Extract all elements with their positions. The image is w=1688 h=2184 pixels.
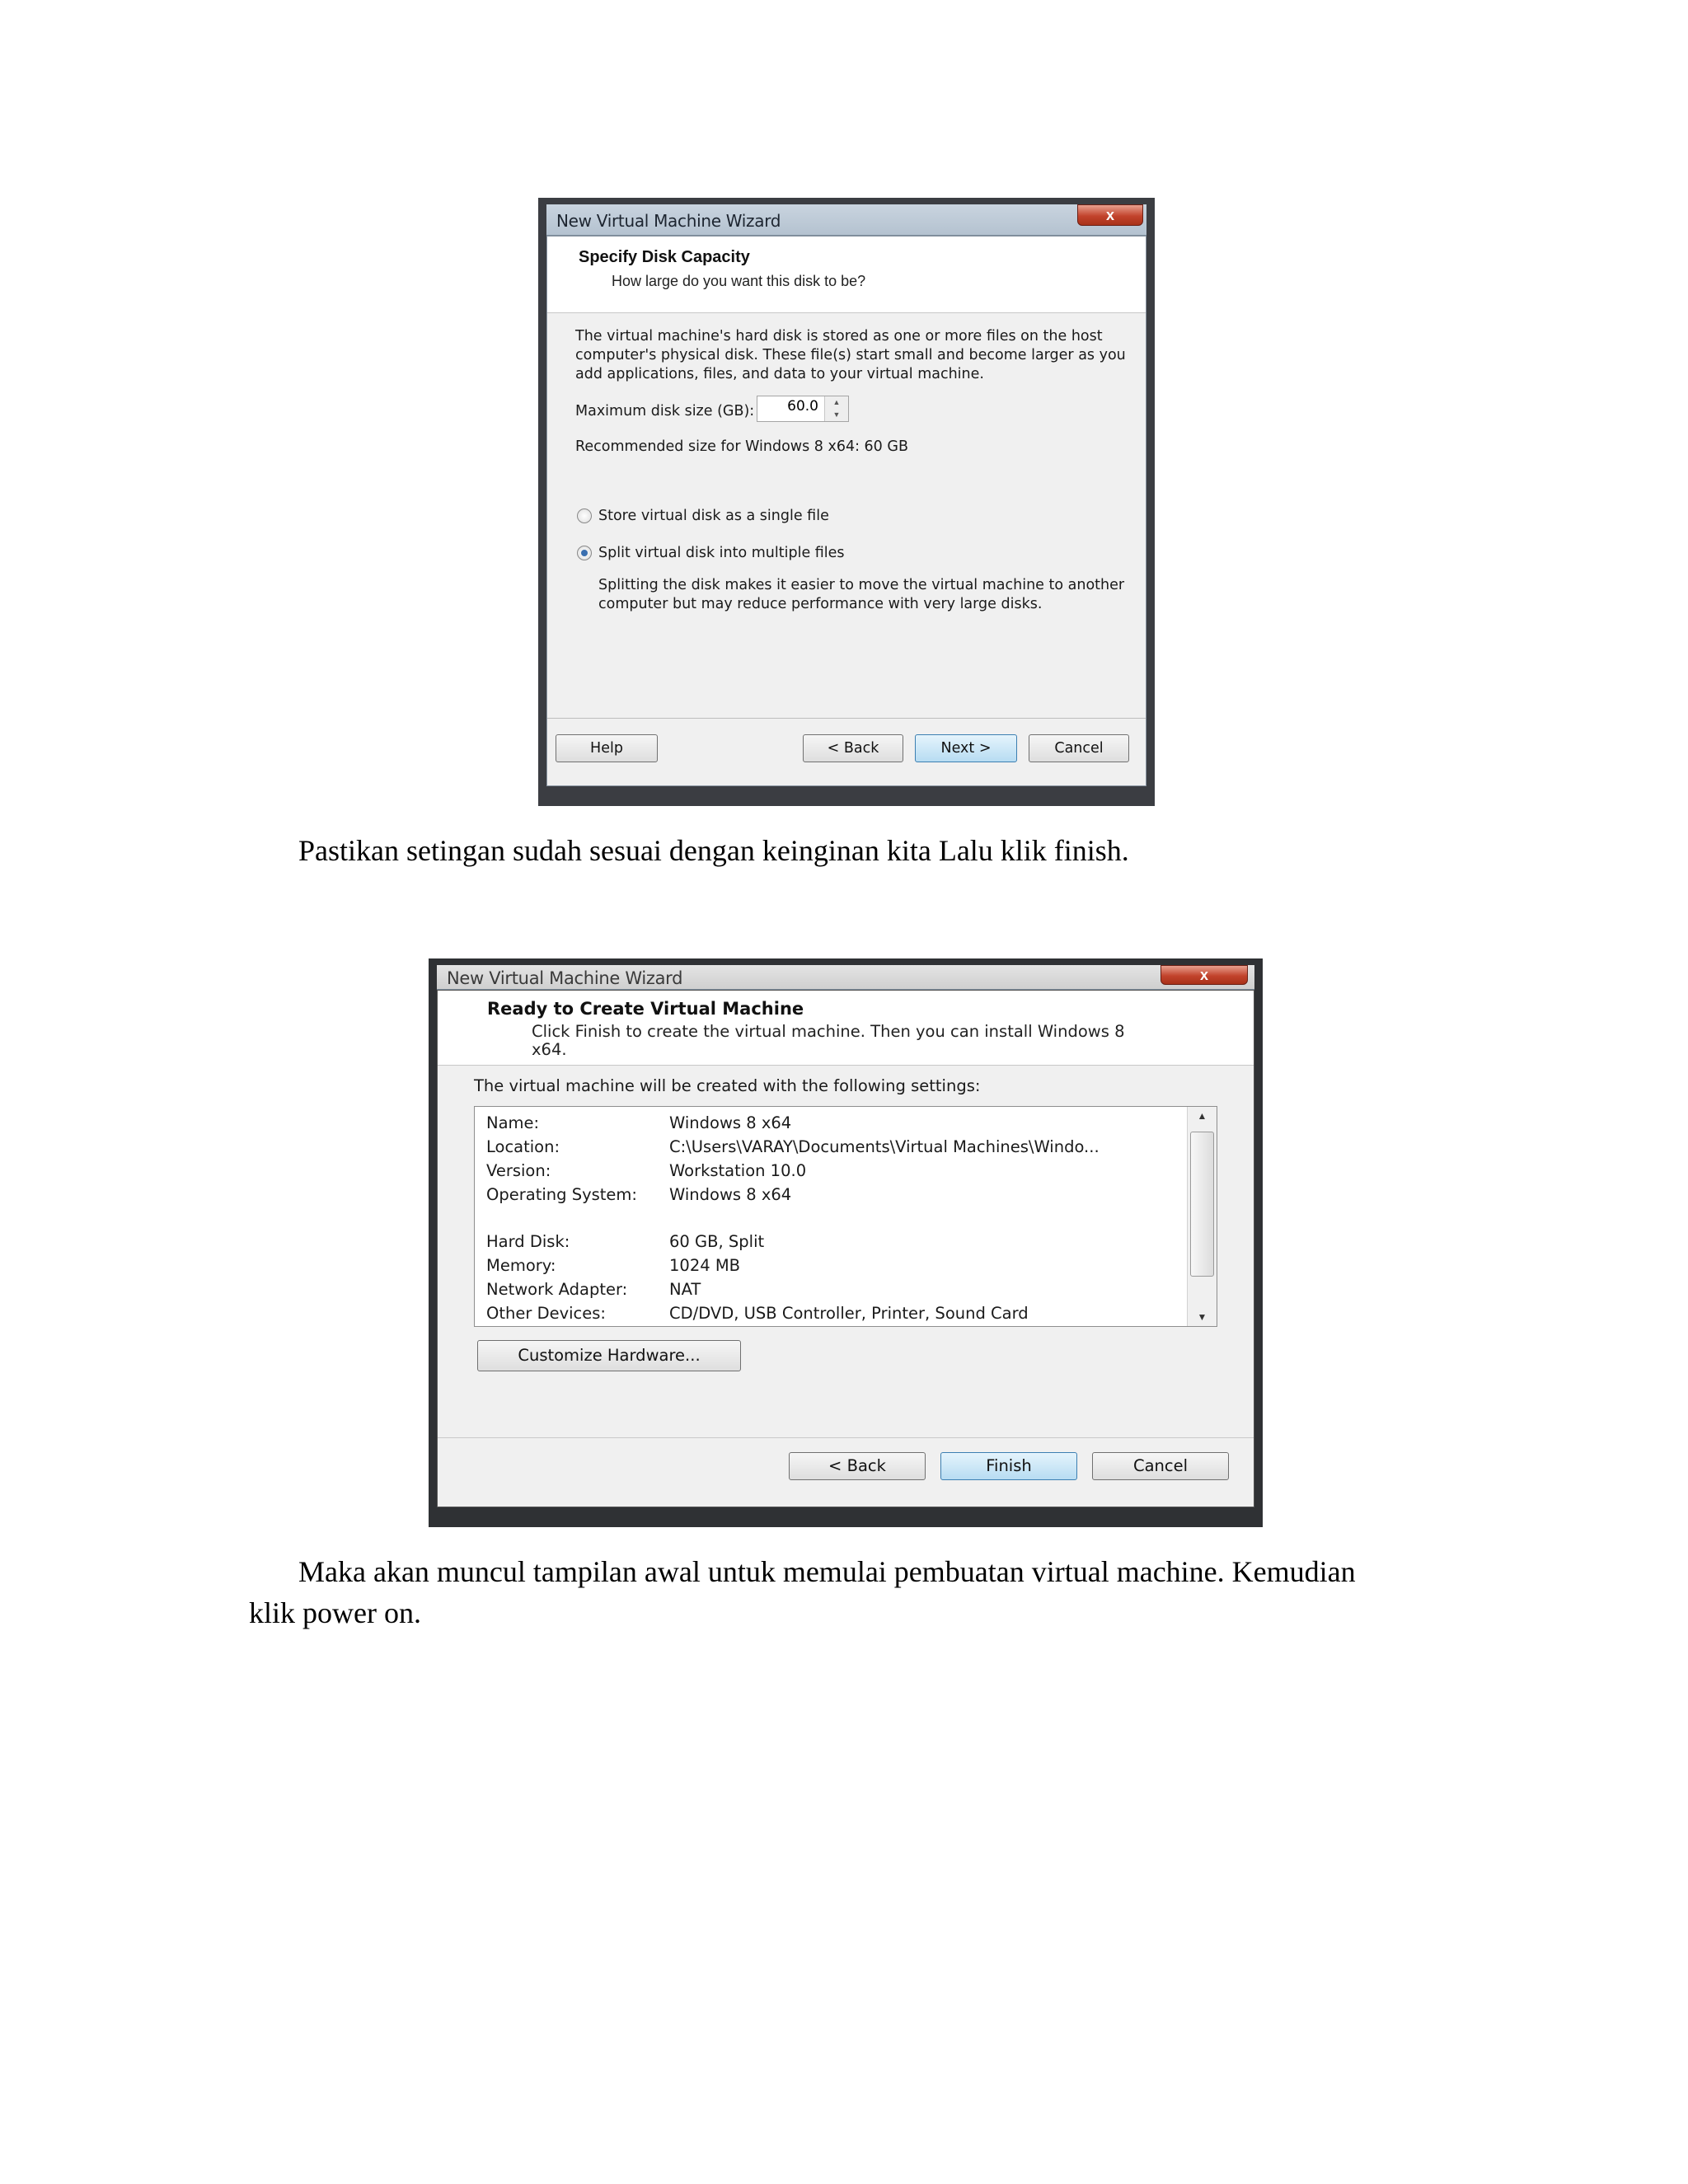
max-disk-size-value: 60.0 (787, 398, 818, 415)
ready-to-create-screenshot (429, 958, 1263, 1527)
split-note-line: Splitting the disk makes it easier to move the virtual machine to another (598, 577, 1125, 593)
settings-intro: The virtual machine will be created with the following settings: (474, 1076, 981, 1095)
close-icon: x (1199, 967, 1208, 983)
setting-value: 1024 MB (669, 1256, 741, 1275)
caption-paragraph-line: klik power on. (249, 1596, 421, 1629)
wizard-header (547, 237, 1146, 313)
setting-key: Name: (486, 1113, 540, 1132)
spinner-arrows[interactable] (824, 396, 848, 421)
spin-down-icon[interactable]: ▼ (832, 410, 841, 419)
window-titlebar (546, 204, 1146, 236)
description-line: The virtual machine's hard disk is stored as one or more files on the host (575, 328, 1103, 344)
description-line: computer's physical disk. These file(s) start small and become larger as you (575, 347, 1126, 363)
radio-single-file[interactable] (577, 509, 592, 523)
back-button[interactable]: < Back (789, 1452, 926, 1480)
wizard-body (437, 990, 1254, 1507)
split-note-line: computer but may reduce performance with very large disks. (598, 596, 1043, 612)
spin-up-icon[interactable]: ▲ (832, 398, 841, 406)
setting-key: Operating System: (486, 1185, 637, 1204)
setting-value: Windows 8 x64 (669, 1113, 792, 1132)
header-subtitle: How large do you want this disk to be? (612, 273, 866, 289)
setting-key: Memory: (486, 1256, 556, 1275)
setting-value: NAT (669, 1280, 701, 1299)
footer-divider (438, 1437, 1254, 1438)
radio-split-files[interactable] (577, 546, 592, 560)
header-subtitle-line: x64. (532, 1040, 567, 1059)
header-subtitle-line: Click Finish to create the virtual machine. Then you can install Windows 8 (532, 1022, 1125, 1041)
cancel-button[interactable]: Cancel (1092, 1452, 1229, 1480)
header-title: Ready to Create Virtual Machine (487, 999, 804, 1019)
description-line: add applications, files, and data to your virtual machine. (575, 366, 984, 382)
setting-key: Network Adapter: (486, 1280, 628, 1299)
help-button[interactable]: Help (556, 734, 658, 762)
setting-key: Location: (486, 1137, 560, 1156)
vertical-scrollbar[interactable] (1187, 1107, 1217, 1326)
scroll-down-icon[interactable]: ▼ (1197, 1311, 1207, 1323)
wizard-body (546, 236, 1146, 786)
close-icon: x (1105, 207, 1114, 223)
caption-paragraph-line: Maka akan muncul tampilan awal untuk memulai pembuatan virtual machine. Kemudian (298, 1555, 1356, 1588)
header-title: Specify Disk Capacity (579, 248, 750, 266)
finish-button[interactable]: Finish (940, 1452, 1077, 1480)
customize-hardware-button[interactable]: Customize Hardware... (477, 1340, 741, 1371)
cancel-button[interactable]: Cancel (1029, 734, 1129, 762)
close-button[interactable] (1160, 965, 1248, 985)
split-note (598, 576, 1124, 614)
scrollbar-thumb[interactable] (1190, 1132, 1214, 1277)
next-button[interactable]: Next > (915, 734, 1017, 762)
max-disk-size-spinner[interactable] (757, 396, 849, 422)
setting-value: Workstation 10.0 (669, 1161, 807, 1180)
scroll-up-icon[interactable]: ▲ (1197, 1110, 1207, 1122)
setting-value: C:\Users\VARAY\Documents\Virtual Machines\Windo... (669, 1137, 1100, 1156)
option-single-file-label[interactable]: Store virtual disk as a single file (598, 508, 829, 524)
setting-value: 60 GB, Split (669, 1232, 765, 1251)
window-title: New Virtual Machine Wizard (447, 968, 683, 988)
disk-capacity-screenshot (538, 198, 1155, 806)
setting-value: CD/DVD, USB Controller, Printer, Sound Card (669, 1304, 1029, 1323)
close-button[interactable] (1077, 204, 1143, 226)
caption-paragraph: Pastikan setingan sudah sesuai dengan keinginan kita Lalu klik finish. (298, 834, 1129, 867)
option-split-files-label[interactable]: Split virtual disk into multiple files (598, 545, 845, 561)
footer-divider (547, 718, 1146, 719)
setting-key: Version: (486, 1161, 551, 1180)
max-disk-size-label: Maximum disk size (GB): (575, 403, 755, 419)
back-button[interactable]: < Back (803, 734, 903, 762)
recommended-size: Recommended size for Windows 8 x64: 60 GB (575, 438, 908, 455)
description (575, 327, 1126, 384)
window-titlebar (437, 965, 1254, 990)
settings-list[interactable] (474, 1106, 1217, 1327)
setting-key: Hard Disk: (486, 1232, 570, 1251)
setting-key: Other Devices: (486, 1304, 606, 1323)
wizard-header (438, 991, 1254, 1066)
setting-value: Windows 8 x64 (669, 1185, 792, 1204)
window-title: New Virtual Machine Wizard (556, 211, 781, 231)
